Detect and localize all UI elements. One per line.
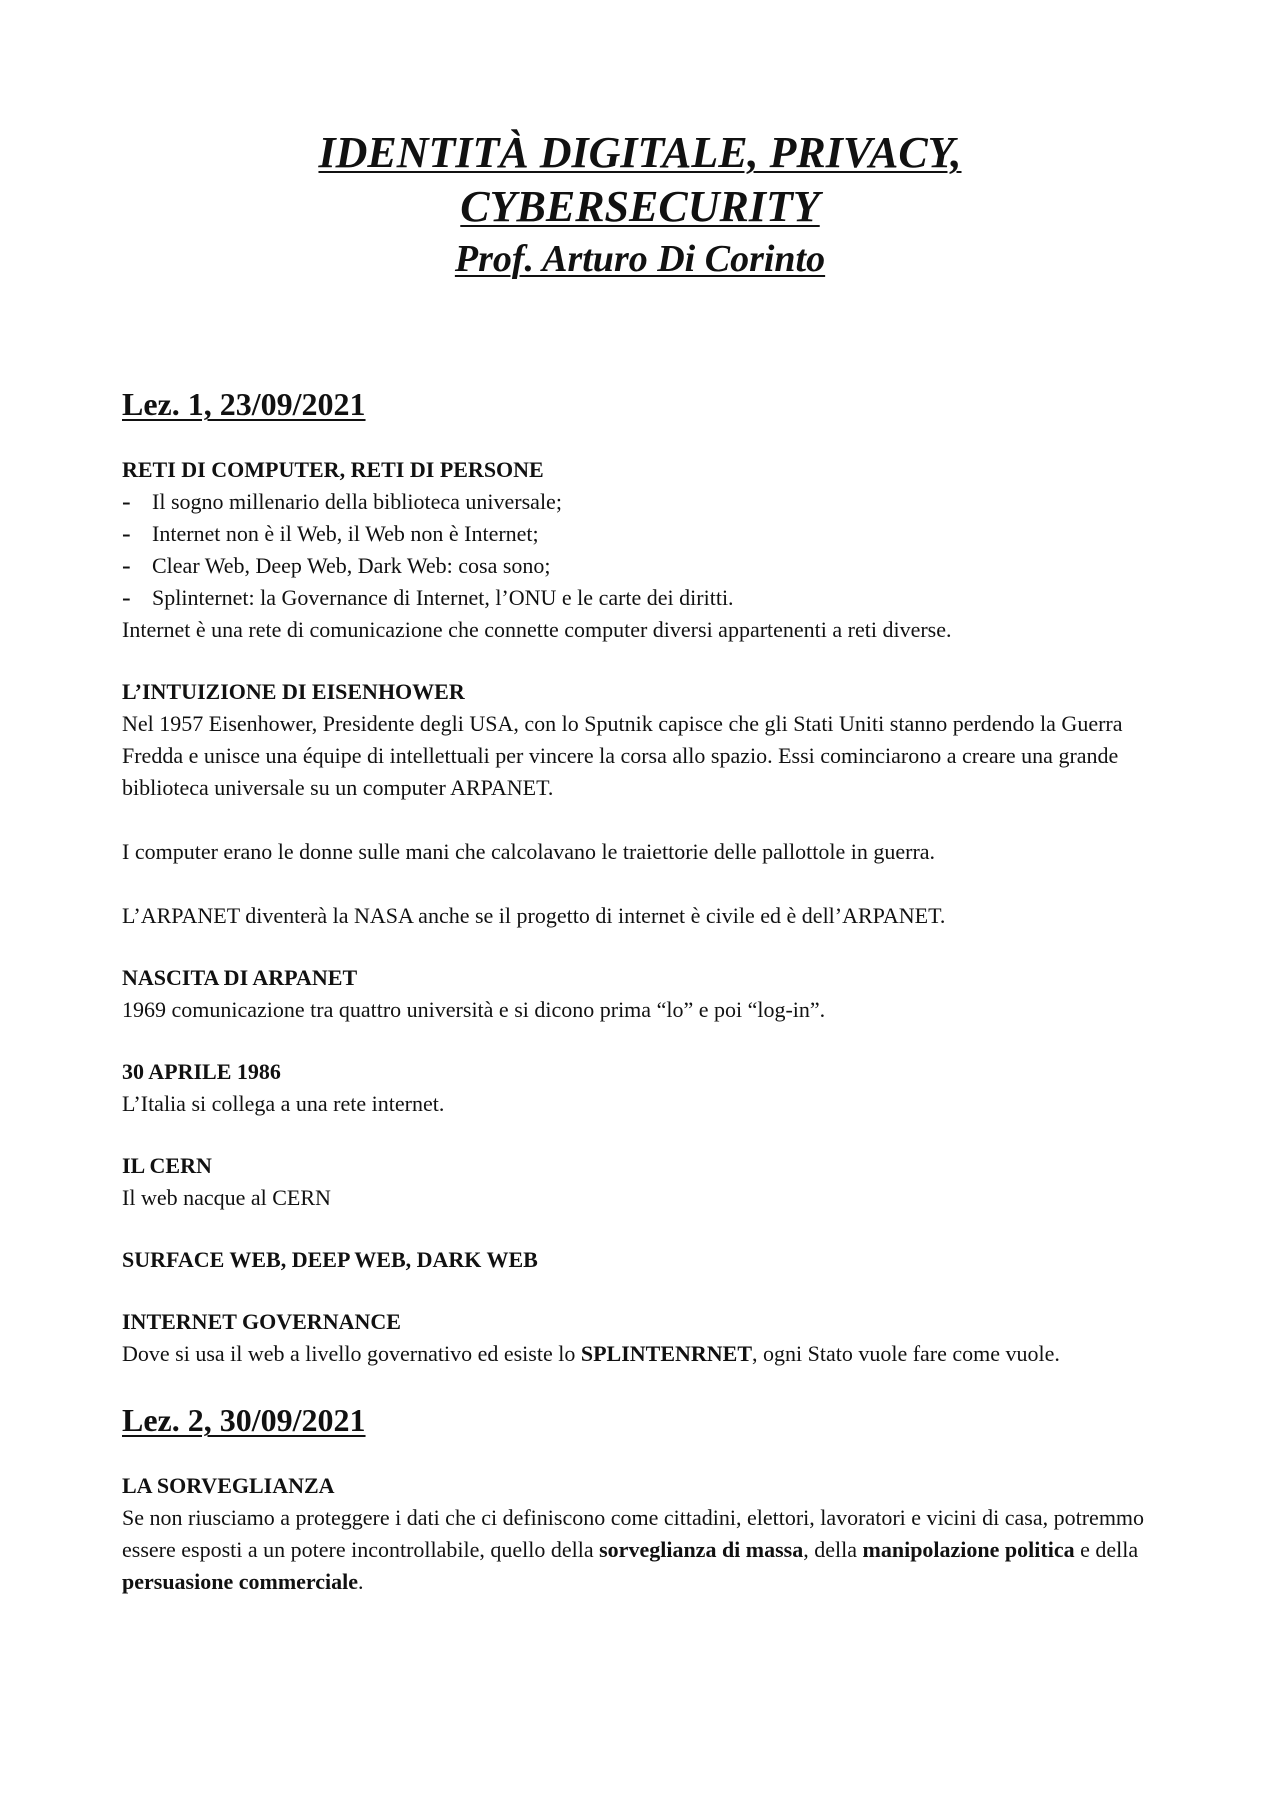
section-aprile [122,1056,1182,1120]
section-governance [122,1306,1182,1370]
governance-text-after: , ogni Stato vuole fare come vuole. [752,1341,1060,1366]
section-eisenhower-paragraph-3: L’ARPANET diventerà la NASA anche se il progetto di internet è civile ed è dell’ARPANET. [122,903,946,928]
section-sorveglianza [122,1470,1182,1598]
section-sorveglianza-text [122,1502,1182,1598]
section-cern-title: IL CERN [122,1153,212,1178]
sorveglianza-text-3: e della [1074,1537,1139,1562]
document-author: Prof. Arturo Di Corinto [454,238,826,280]
section-reti-text: Internet è una rete di comunicazione che connette computer diversi appartenenti a reti diverse. [122,617,952,642]
section-governance-text [122,1338,1182,1370]
section-governance-title: INTERNET GOVERNANCE [122,1309,401,1334]
section-cern-text: Il web nacque al CERN [122,1185,331,1210]
list-item: - Il sogno millenario della biblioteca universale; [122,486,1182,518]
list-item: - Internet non è il Web, il Web non è Internet; [122,518,1182,550]
section-reti-bullets [122,486,1182,614]
section-sorveglianza-title: LA SORVEGLIANZA [122,1473,335,1498]
section-reti [122,454,1182,646]
governance-bold-term: SPLINTENRNET [580,1341,752,1366]
section-arpanet-title: NASCITA DI ARPANET [122,965,358,990]
sorveglianza-bold-3: persuasione commerciale [122,1569,359,1594]
section-arpanet-text: 1969 comunicazione tra quattro università e si dicono prima “lo” e poi “log-in”. [122,997,826,1022]
section-surface-web-title: SURFACE WEB, DEEP WEB, DARK WEB [122,1247,538,1272]
sorveglianza-text-4: . [358,1569,364,1594]
list-item: - Splinternet: la Governance di Internet, l’ONU e le carte dei diritti. [122,582,1182,614]
section-arpanet [122,962,1182,1026]
lesson-1-heading: Lez. 1, 23/09/2021 [122,386,366,422]
sorveglianza-text-1: Se non riusciamo a proteggere i dati che ci definiscono come cittadini, elettori, lavoratori e vicini di casa, potremmo essere esposti a un potere incontrollabile, quello della [122,1505,1145,1562]
sorveglianza-bold-2: manipolazione politica [862,1537,1075,1562]
section-eisenhower-paragraph-2: I computer erano le donne sulle mani che calcolavano le traiettorie delle pallottole in guerra. [122,839,936,864]
document-body [122,384,1182,1628]
section-cern [122,1150,1182,1214]
list-item: - Clear Web, Deep Web, Dark Web: cosa sono; [122,550,1182,582]
governance-text-before: Dove si usa il web a livello governativo ed esiste lo [122,1341,581,1366]
sorveglianza-text-2: , della [803,1537,863,1562]
section-aprile-text: L’Italia si collega a una rete internet. [122,1091,445,1116]
document-title-block [0,126,1280,284]
section-aprile-title: 30 APRILE 1986 [122,1059,281,1084]
document-title-line-2: CYBERSECURITY [460,182,820,231]
document-title-line-1: IDENTITÀ DIGITALE, PRIVACY, [318,128,962,177]
section-eisenhower-title: L’INTUIZIONE DI EISENHOWER [122,679,465,704]
lesson-2-heading: Lez. 2, 30/09/2021 [122,1402,366,1438]
sorveglianza-bold-1: sorveglianza di massa [599,1537,804,1562]
section-surface-web [122,1244,1182,1276]
section-reti-title: RETI DI COMPUTER, RETI DI PERSONE [122,457,544,482]
section-eisenhower-paragraph-1: Nel 1957 Eisenhower, Presidente degli USA, con lo Sputnik capisce che gli Stati Uniti stanno perdendo la Guerra Fredda e unisce una équipe di intellettuali per vincere la corsa allo spazio. Essi cominciarono a creare una grande biblioteca universale su un computer ARPANET. [122,711,1123,800]
section-eisenhower [122,676,1182,932]
